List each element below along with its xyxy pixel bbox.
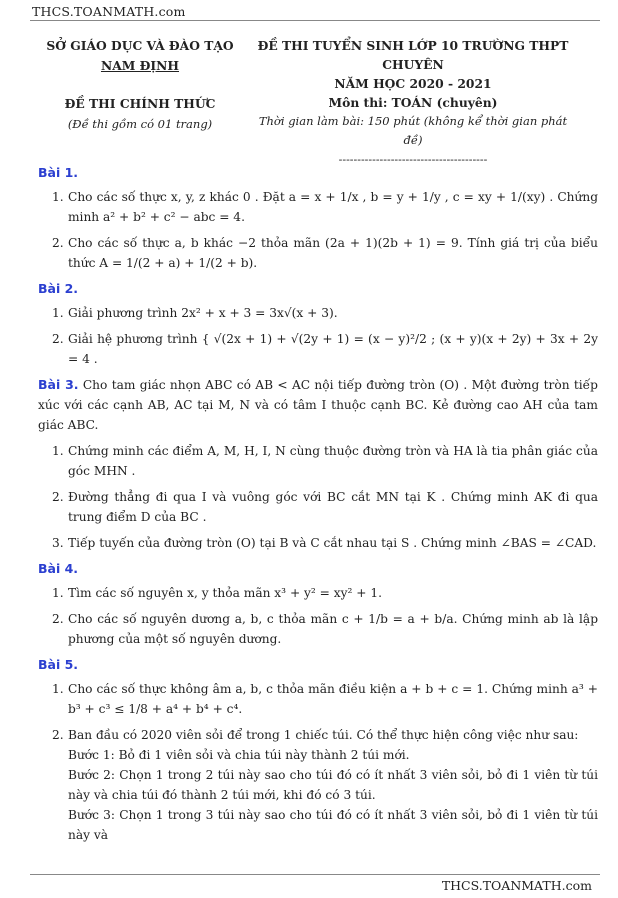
- section-title: Bài 4.: [38, 561, 79, 576]
- section-title: Bài 3.: [38, 377, 79, 392]
- section-title: Bài 2.: [38, 281, 79, 296]
- item-number: 3.: [52, 536, 64, 550]
- list-item: [38, 487, 598, 527]
- official-block: [40, 94, 240, 134]
- intro-text: Cho tam giác nhọn ABC có AB < AC nội tiếp đường tròn (O) . Một đường tròn tiếp xúc với các cạnh AB, AC tại M, N và có tâm I thuộc cạnh BC. Kẻ đường cao AH của tam giác ABC.: [38, 378, 598, 432]
- item-number: 2.: [52, 332, 64, 346]
- exam-info-block: [250, 36, 576, 169]
- step-line: Bước 2: Chọn 1 trong 2 túi này sao cho túi đó có ít nhất 3 viên sỏi, bỏ đi 1 viên từ túi này và chia túi đó thành 2 túi mới, khi đó có 3 túi.: [68, 768, 598, 802]
- list-item: [38, 583, 598, 603]
- item-number: 1.: [52, 586, 64, 600]
- step-line: Bước 3: Chọn 1 trong 3 túi này sao cho túi đó có ít nhất 3 viên sỏi, bỏ đi 1 viên từ túi này và: [68, 808, 598, 842]
- item-text: Cho các số thực x, y, z khác 0 . Đặt a = x + 1/x , b = y + 1/y , c = xy + 1/(xy) . Chứng minh a² + b² + c² − abc = 4.: [68, 190, 598, 224]
- official-label: ĐỀ THI CHÍNH THỨC: [64, 96, 216, 111]
- item-number: 1.: [52, 190, 64, 204]
- item-text: Cho các số thực không âm a, b, c thỏa mãn điều kiện a + b + c = 1. Chứng minh a³ + b³ + c³ ≤ 1/8 + a⁴ + b⁴ + c⁴.: [68, 682, 598, 716]
- list-item: [38, 441, 598, 481]
- list-item: [38, 609, 598, 649]
- item-text: Tiếp tuyến của đường tròn (O) tại B và C cắt nhau tại S . Chứng minh ∠BAS = ∠CAD.: [68, 536, 597, 550]
- section-title: Bài 5.: [38, 657, 79, 672]
- list-item: [38, 725, 598, 745]
- dashed-divider: ----------------------------------------: [338, 153, 488, 166]
- item-text: Tìm các số nguyên x, y thỏa mãn x³ + y² = xy² + 1.: [68, 586, 382, 600]
- item-text: Đường thẳng đi qua I và vuông góc với BC cắt MN tại K . Chứng minh AK đi qua trung điểm D của BC .: [68, 490, 598, 524]
- school-year: NĂM HỌC 2020 - 2021: [334, 76, 492, 91]
- item-number: 2.: [52, 236, 64, 250]
- item-text: Giải hệ phương trình { √(2x + 1) + √(2y + 1) = (x − y)²/2 ; (x + y)(x + 2y) + 3x + 2y = 4 .: [68, 332, 598, 366]
- duration-line: Thời gian làm bài: 150 phút (không kể thời gian phát đề): [258, 114, 568, 147]
- section-intro: [38, 375, 598, 435]
- department-name: SỞ GIÁO DỤC VÀ ĐÀO TẠO: [46, 38, 234, 53]
- item-number: 1.: [52, 682, 64, 696]
- item-text: Ban đầu có 2020 viên sỏi để trong 1 chiếc túi. Có thể thực hiện công việc như sau:: [68, 728, 579, 742]
- section-title: Bài 1.: [38, 165, 79, 180]
- department-block: [40, 36, 240, 76]
- item-text: Chứng minh các điểm A, M, H, I, N cùng thuộc đường tròn và HA là tia phân giác của góc MHN .: [68, 444, 598, 478]
- item-text: Giải phương trình 2x² + x + 3 = 3x√(x + 3).: [68, 306, 338, 320]
- exam-content: [38, 163, 598, 845]
- bottom-divider: [30, 874, 600, 875]
- list-item: [38, 533, 598, 553]
- top-divider: [30, 20, 600, 21]
- list-item: [38, 187, 598, 227]
- item-number: 2.: [52, 728, 64, 742]
- item-text: Cho các số thực a, b khác −2 thỏa mãn (2a + 1)(2b + 1) = 9. Tính giá trị của biểu thức A = 1/(2 + a) + 1/(2 + b).: [68, 236, 598, 270]
- list-item: [38, 233, 598, 273]
- subject-line: Môn thi: TOÁN (chuyên): [328, 95, 498, 110]
- list-item: [38, 679, 598, 719]
- province-name: NAM ĐỊNH: [100, 58, 180, 73]
- page-count-note: (Đề thi gồm có 01 trang): [67, 117, 213, 131]
- list-item: [38, 303, 598, 323]
- item-number: 2.: [52, 490, 64, 504]
- item-number: 2.: [52, 612, 64, 626]
- step-line: Bước 1: Bỏ đi 1 viên sỏi và chia túi này thành 2 túi mới.: [68, 748, 410, 762]
- item-number: 1.: [52, 444, 64, 458]
- exam-title: ĐỀ THI TUYỂN SINH LỚP 10 TRƯỜNG THPT CHUYÊN: [257, 38, 569, 72]
- list-item: [38, 329, 598, 369]
- site-header-link: THCS.TOANMATH.com: [32, 4, 186, 19]
- item-text: Cho các số nguyên dương a, b, c thỏa mãn c + 1/b = a + b/a. Chứng minh ab là lập phương của một số nguyên dương.: [68, 612, 598, 646]
- item-number: 1.: [52, 306, 64, 320]
- site-footer-link: THCS.TOANMATH.com: [441, 878, 592, 893]
